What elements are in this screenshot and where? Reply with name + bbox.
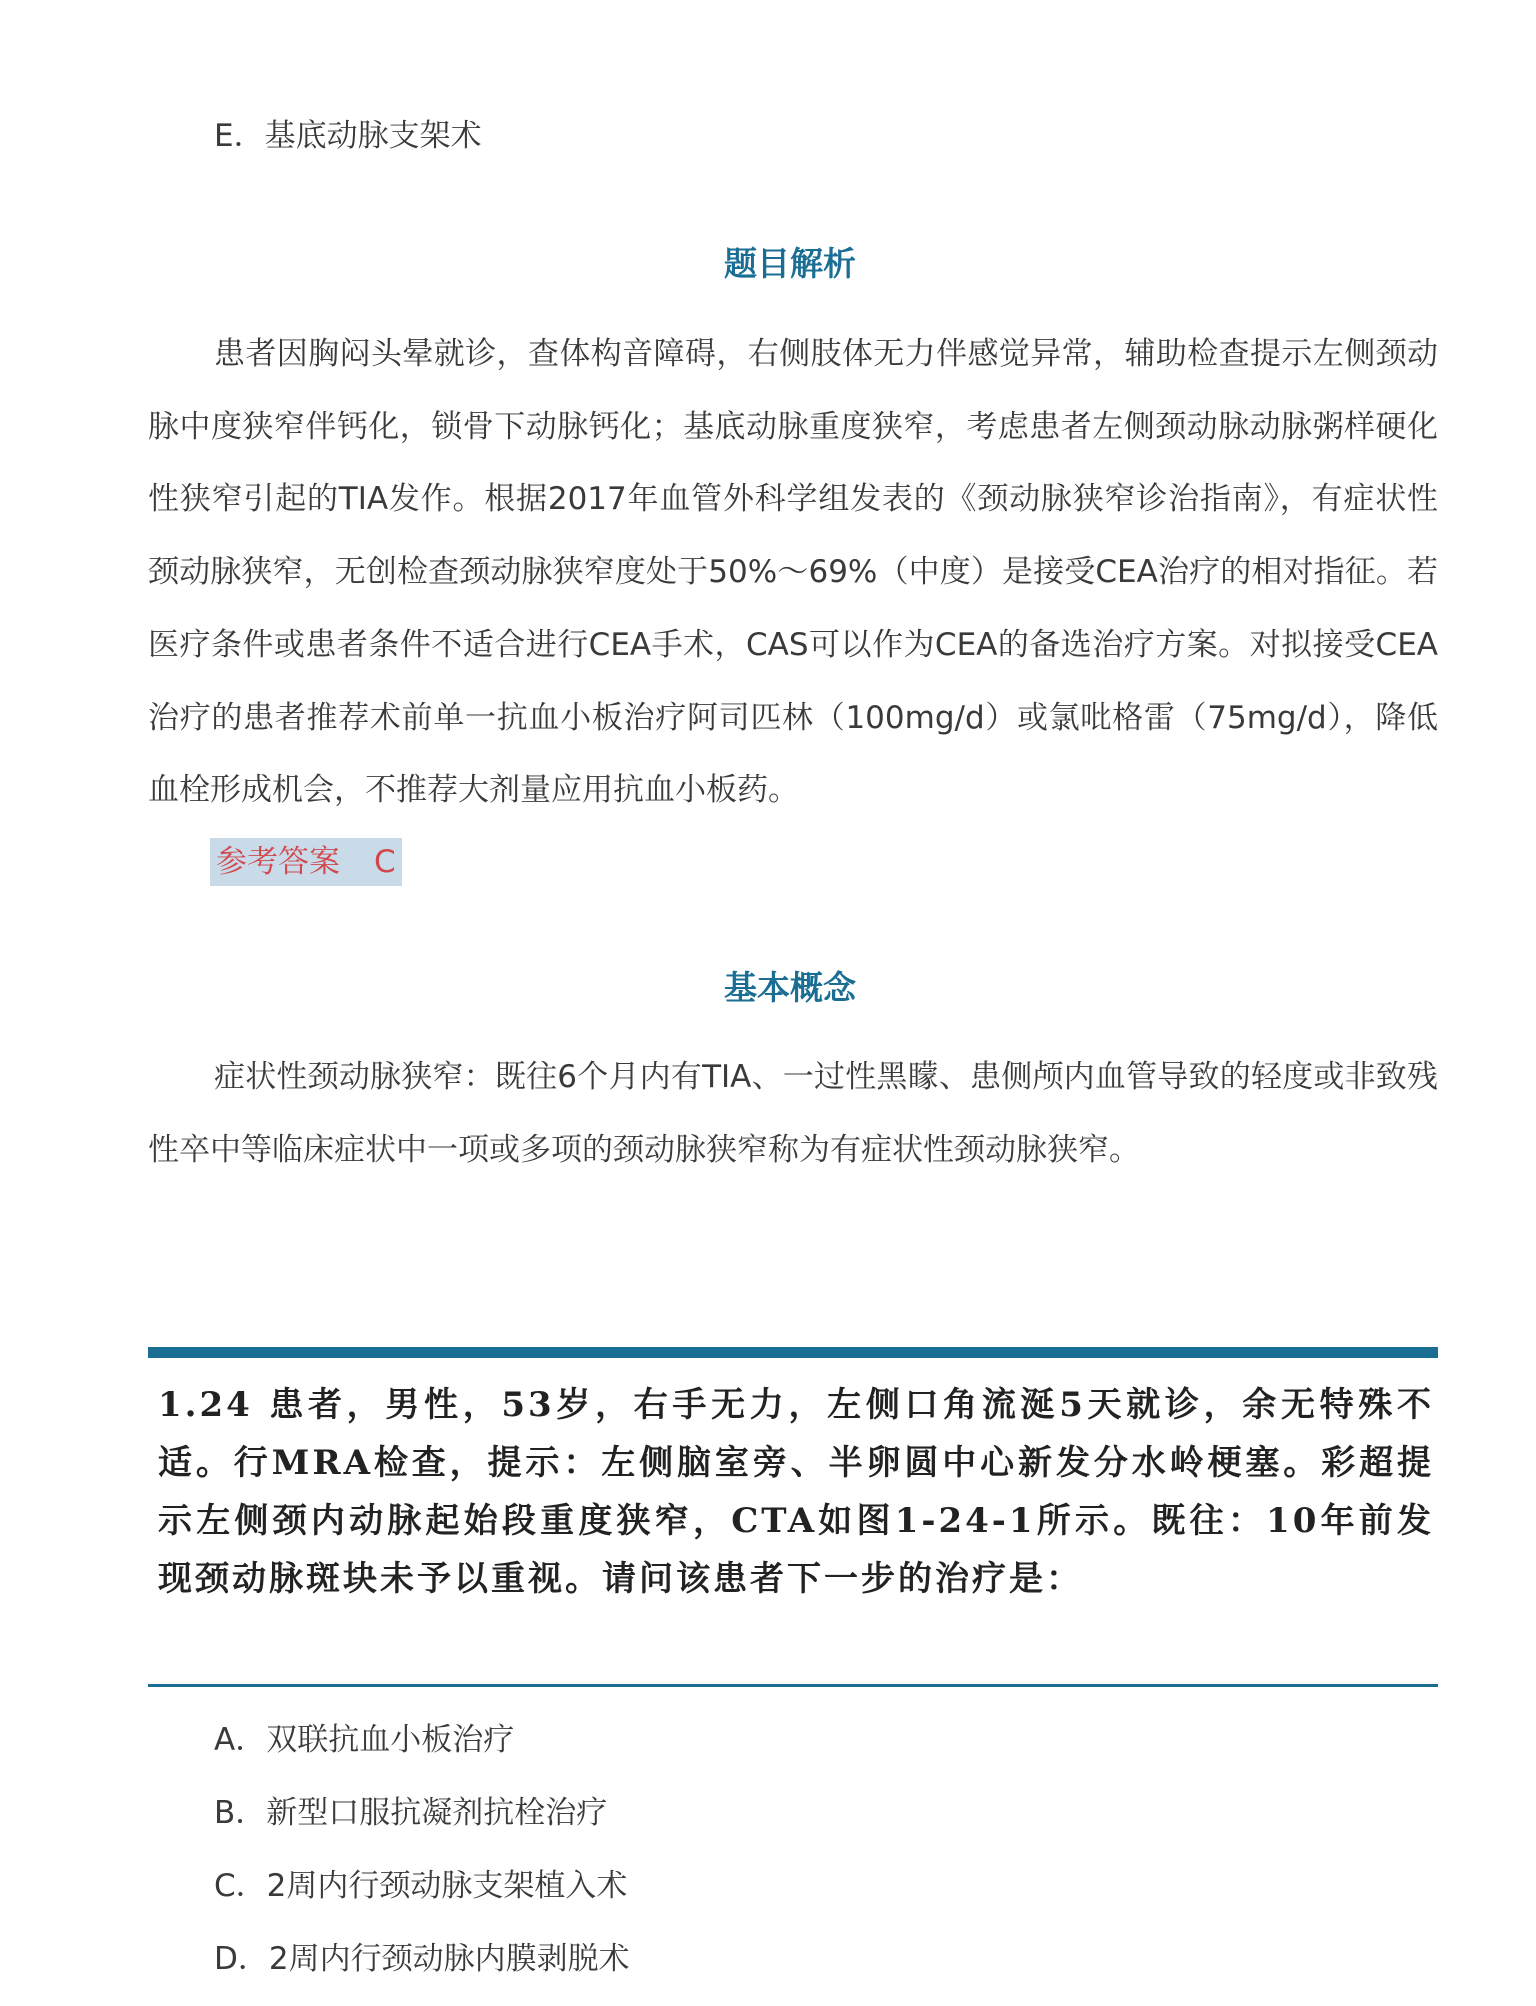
question-stem: 1.24 患者，男性，53岁，右手无力，左侧口角流涎5天就诊，余无特殊不适。行MRA检查，提示：左侧脑室旁、半卵圆中心新发分水岭梗塞。彩超提示左侧颈内动脉起始段重度狭窄，CTA如图1-24-1所示。既往：10年前发现颈动脉斑块未予以重视。请问该患者下一步的治疗是： — [158, 1385, 1434, 1599]
question-bottom-rule — [148, 1684, 1438, 1687]
analysis-paragraph: 患者因胸闷头晕就诊，查体构音障碍，右侧肢体无力伴感觉异常，辅助检查提示左侧颈动脉中度狭窄伴钙化，锁骨下动脉钙化；基底动脉重度狭窄，考虑患者左侧颈动脉动脉粥样硬化性狭窄引起的TIA发作。根据2017年血管外科学组发表的《颈动脉狭窄诊治指南》，有症状性颈动脉狭窄，无创检查颈动脉狭窄度处于50%～69%（中度）是接受CEA治疗的相对指征。若医疗条件或患者条件不适合进行CEA手术，CAS可以作为CEA的备选治疗方案。对拟接受CEA治疗的患者推荐术前单一抗血小板治疗阿司匹林（100mg/d）或氯吡格雷（75mg/d），降低血栓形成机会，不推荐大剂量应用抗血小板药。 — [148, 336, 1438, 809]
concept-heading: 基本概念 — [724, 968, 856, 1007]
answer-label: 参考答案 — [216, 844, 340, 880]
option-a: A．双联抗血小板治疗 — [214, 1722, 515, 1758]
prev-option-e: E．基底动脉支架术 — [214, 118, 482, 154]
option-d: D．2周内行颈动脉内膜剥脱术 — [214, 1941, 630, 1977]
concept-paragraph: 症状性颈动脉狭窄：既往6个月内有TIA、一过性黑矇、患侧颅内血管导致的轻度或非致残性卒中等临床症状中一项或多项的颈动脉狭窄称为有症状性颈动脉狭窄。 — [148, 1059, 1438, 1168]
question-top-rule — [148, 1347, 1438, 1358]
reference-answer — [210, 838, 402, 886]
option-b: B．新型口服抗凝剂抗栓治疗 — [214, 1795, 608, 1831]
answer-value: C — [374, 844, 396, 880]
analysis-heading: 题目解析 — [724, 244, 856, 283]
option-c: C．2周内行颈动脉支架植入术 — [214, 1868, 628, 1904]
